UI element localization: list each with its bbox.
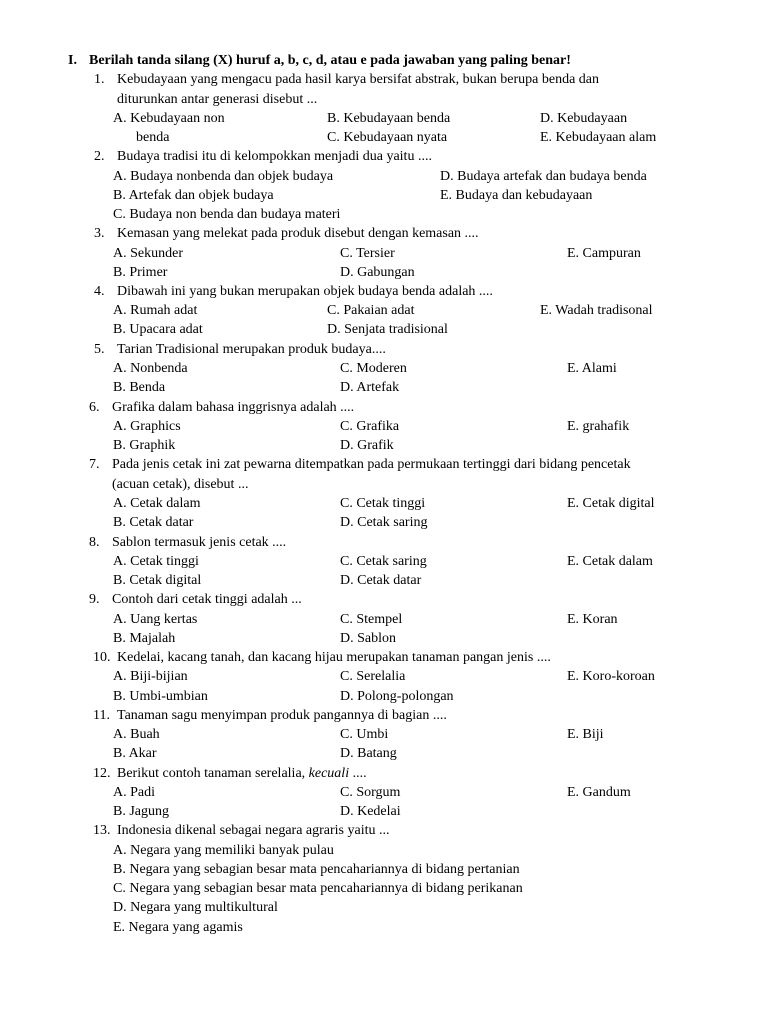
question-number: 12. xyxy=(93,766,111,781)
question-text: Pada jenis cetak ini zat pewarna ditempatkan pada permukaan tertinggi dari bidang pencetak xyxy=(112,457,631,472)
option-c[interactable]: C. Moderen xyxy=(340,361,407,376)
question-number: 4. xyxy=(94,284,105,299)
option-c[interactable]: C. Negara yang sebagian besar mata pencahariannya di bidang perikanan xyxy=(113,881,523,896)
option-e[interactable]: E. Negara yang agamis xyxy=(113,920,243,935)
question-text: Kedelai, kacang tanah, dan kacang hijau merupakan tanaman pangan jenis .... xyxy=(117,650,551,665)
option-a[interactable]: A. Biji-bijian xyxy=(113,669,188,684)
option-c[interactable]: C. Cetak saring xyxy=(340,554,427,569)
question-number: 3. xyxy=(94,226,105,241)
option-a[interactable]: A. Cetak dalam xyxy=(113,496,201,511)
question-number: 7. xyxy=(89,457,100,472)
option-d[interactable]: D. Kebudayaan xyxy=(540,111,628,126)
option-b[interactable]: B. Akar xyxy=(113,746,157,761)
question-text: Kemasan yang melekat pada produk disebut dengan kemasan .... xyxy=(117,226,479,241)
option-e[interactable]: E. Cetak dalam xyxy=(567,554,653,569)
option-d[interactable]: D. Batang xyxy=(340,746,397,761)
question-number: 11. xyxy=(93,708,110,723)
option-e[interactable]: E. Kebudayaan alam xyxy=(540,130,657,145)
option-e[interactable]: E. Koro-koroan xyxy=(567,669,655,684)
question-text: Tarian Tradisional merupakan produk budaya.... xyxy=(117,342,386,357)
option-a[interactable]: A. Kebudayaan non xyxy=(113,111,225,126)
option-d[interactable]: D. Sablon xyxy=(340,631,396,646)
question-text: Contoh dari cetak tinggi adalah ... xyxy=(112,592,302,607)
question-text: diturunkan antar generasi disebut ... xyxy=(117,92,318,107)
option-a[interactable]: A. Budaya nonbenda dan objek budaya xyxy=(113,169,334,184)
question-number: 6. xyxy=(89,400,100,415)
option-b[interactable]: B. Majalah xyxy=(113,631,176,646)
question-text-emphasis: kecuali xyxy=(308,766,350,781)
option-b[interactable]: B. Umbi-umbian xyxy=(113,689,208,704)
section-instruction: Berilah tanda silang (X) huruf a, b, c, d, atau e pada jawaban yang paling benar! xyxy=(89,53,571,68)
option-c[interactable]: C. Tersier xyxy=(340,246,395,261)
question-text-main: Berikut contoh tanaman serelalia, xyxy=(117,766,309,781)
option-a-continued: benda xyxy=(136,130,170,145)
option-a[interactable]: A. Graphics xyxy=(113,419,181,434)
option-e[interactable]: E. Wadah tradisonal xyxy=(540,303,653,318)
option-c[interactable]: C. Stempel xyxy=(340,612,403,627)
question-number: 1. xyxy=(94,72,105,87)
option-a[interactable]: A. Padi xyxy=(113,785,155,800)
option-d[interactable]: D. Senjata tradisional xyxy=(327,322,448,337)
section-numeral: I. xyxy=(68,53,77,68)
option-e[interactable]: E. Budaya dan kebudayaan xyxy=(440,188,593,203)
question-number: 5. xyxy=(94,342,105,357)
question-text: Dibawah ini yang bukan merupakan objek budaya benda adalah .... xyxy=(117,284,493,299)
option-a[interactable]: A. Sekunder xyxy=(113,246,183,261)
option-d[interactable]: D. Cetak saring xyxy=(340,515,428,530)
option-d[interactable]: D. Grafik xyxy=(340,438,394,453)
option-c[interactable]: C. Cetak tinggi xyxy=(340,496,426,511)
option-c[interactable]: C. Grafika xyxy=(340,419,400,434)
question-text: Budaya tradisi itu di kelompokkan menjadi dua yaitu .... xyxy=(117,149,432,164)
option-b[interactable]: B. Negara yang sebagian besar mata pencahariannya di bidang pertanian xyxy=(113,862,520,877)
question-number: 8. xyxy=(89,535,100,550)
option-e[interactable]: E. Koran xyxy=(567,612,618,627)
question-text: Kebudayaan yang mengacu pada hasil karya bersifat abstrak, bukan berupa benda dan xyxy=(117,72,600,87)
question-text: (acuan cetak), disebut ... xyxy=(112,477,249,492)
option-d[interactable]: D. Negara yang multikultural xyxy=(113,900,278,915)
option-a[interactable]: A. Uang kertas xyxy=(113,612,198,627)
option-b[interactable]: B. Artefak dan objek budaya xyxy=(113,188,274,203)
option-b[interactable]: B. Graphik xyxy=(113,438,176,453)
question-number: 2. xyxy=(94,149,105,164)
option-a[interactable]: A. Negara yang memiliki banyak pulau xyxy=(113,843,334,858)
option-d[interactable]: D. Budaya artefak dan budaya benda xyxy=(440,169,647,184)
question-text: Tanaman sagu menyimpan produk pangannya di bagian .... xyxy=(117,708,447,723)
option-e[interactable]: E. Biji xyxy=(567,727,604,742)
question-number: 9. xyxy=(89,592,100,607)
option-b[interactable]: B. Kebudayaan benda xyxy=(327,111,451,126)
option-e[interactable]: E. Campuran xyxy=(567,246,641,261)
option-c[interactable]: C. Sorgum xyxy=(340,785,401,800)
option-b[interactable]: B. Benda xyxy=(113,380,166,395)
option-c[interactable]: C. Serelalia xyxy=(340,669,406,684)
option-c[interactable]: C. Budaya non benda dan budaya materi xyxy=(113,207,341,222)
option-e[interactable]: E. Gandum xyxy=(567,785,631,800)
option-a[interactable]: A. Cetak tinggi xyxy=(113,554,199,569)
question-text-end: .... xyxy=(349,766,367,781)
option-b[interactable]: B. Cetak digital xyxy=(113,573,202,588)
option-d[interactable]: D. Kedelai xyxy=(340,804,401,819)
option-a[interactable]: A. Nonbenda xyxy=(113,361,188,376)
option-d[interactable]: D. Cetak datar xyxy=(340,573,422,588)
option-e[interactable]: E. grahafik xyxy=(567,419,630,434)
question-text: Grafika dalam bahasa inggrisnya adalah .... xyxy=(112,400,355,415)
question-text: Sablon termasuk jenis cetak .... xyxy=(112,535,287,550)
option-e[interactable]: E. Alami xyxy=(567,361,617,376)
option-c[interactable]: C. Kebudayaan nyata xyxy=(327,130,448,145)
option-b[interactable]: B. Cetak datar xyxy=(113,515,194,530)
option-e[interactable]: E. Cetak digital xyxy=(567,496,655,511)
option-d[interactable]: D. Gabungan xyxy=(340,265,415,280)
question-number: 10. xyxy=(93,650,111,665)
option-b[interactable]: B. Primer xyxy=(113,265,168,280)
option-b[interactable]: B. Jagung xyxy=(113,804,169,819)
option-a[interactable]: A. Buah xyxy=(113,727,160,742)
option-c[interactable]: C. Umbi xyxy=(340,727,389,742)
option-d[interactable]: D. Artefak xyxy=(340,380,400,395)
option-b[interactable]: B. Upacara adat xyxy=(113,322,203,337)
option-a[interactable]: A. Rumah adat xyxy=(113,303,198,318)
question-number: 13. xyxy=(93,823,111,838)
option-d[interactable]: D. Polong-polongan xyxy=(340,689,454,704)
option-c[interactable]: C. Pakaian adat xyxy=(327,303,415,318)
question-text xyxy=(117,766,367,782)
question-text: Indonesia dikenal sebagai negara agraris yaitu ... xyxy=(117,823,390,838)
